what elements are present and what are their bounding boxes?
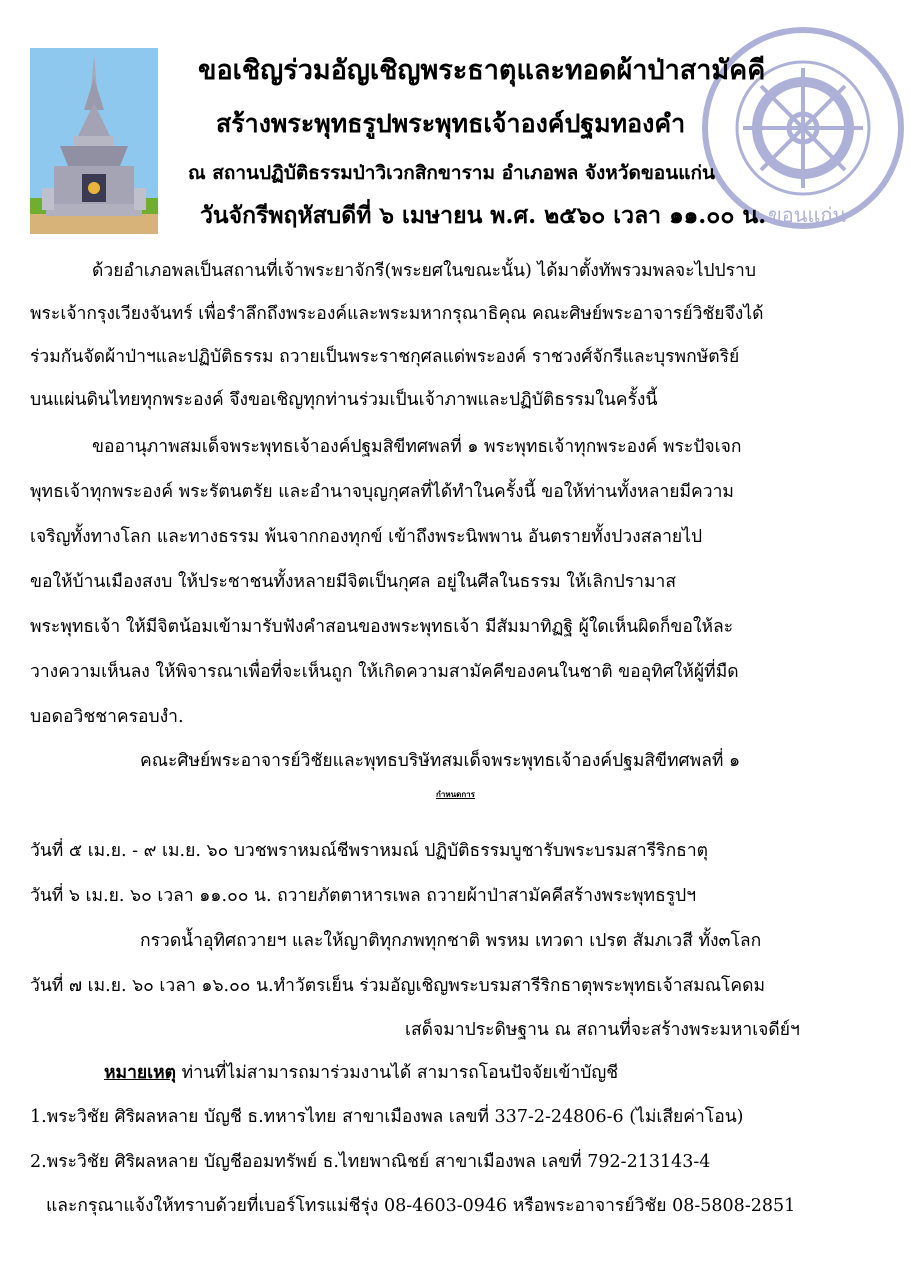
schedule-heading: กำหนดการ bbox=[436, 789, 475, 799]
paragraph2-line: วางความเห็นลง ให้พิจารณาเพื่อที่จะเห็นถูก ให้เกิดความสามัคคีของคนในชาติ ขออุทิศให้ผู้ที่มืด bbox=[30, 662, 739, 682]
title-line-4: วันจักรีพฤหัสบดีที่ ๖ เมษายน พ.ศ. ๒๕๖๐ เวลา ๑๑.๐๐ น. bbox=[200, 202, 767, 229]
contact-line: และกรุณาแจ้งให้ทราบด้วยที่เบอร์โทรแม่ชีรุ่ง 08-4603-0946 หรือพระอาจารย์วิชัย 08-5808-2851 bbox=[46, 1196, 796, 1216]
schedule-line: วันที่ ๗ เม.ย. ๖๐ เวลา ๑๖.๐๐ น.ทำวัตรเย็น ร่วมอัญเชิญพระบรมสารีริกธาตุพระพุทธเจ้าสมณโคดม bbox=[30, 976, 765, 996]
paragraph2-line: พระพุทธเจ้า ให้มีจิตน้อมเข้ามารับฟังคำสอนของพระพุทธเจ้า มีสัมมาทิฏฐิ ผู้ใดเห็นผิดก็ขอให้ละ bbox=[30, 617, 734, 637]
signature: คณะศิษย์พระอาจารย์วิชัยและพุทธบริษัทสมเด็จพระพุทธเจ้าองค์ปฐมสิขีทศพลที่ ๑ bbox=[140, 751, 741, 771]
note-label: หมายเหตุ bbox=[104, 1063, 177, 1083]
paragraph1-line: ร่วมกันจัดผ้าป่าฯและปฏิบัติธรรม ถวายเป็นพระราชกุศลแด่พระองค์ ราชวงศ์จักรีและบุรพกษัตริย์ bbox=[30, 347, 740, 367]
paragraph2-line: ขอให้บ้านเมืองสงบ ให้ประชาชนทั้งหลายมีจิตเป็นกุศล อยู่ในศีลในธรรม ให้เลิกปรามาส bbox=[30, 572, 677, 592]
title-line-1: ขอเชิญร่วมอัญเชิญพระธาตุและทอดผ้าป่าสามัคคี bbox=[198, 55, 766, 86]
title-line-2: สร้างพระพุทธรูปพระพุทธเจ้าองค์ปฐมทองคำ bbox=[216, 109, 686, 138]
note-text: ท่านที่ไม่สามารถมาร่วมงานได้ สามารถโอนปัจจัยเข้าบัญชี bbox=[176, 1063, 619, 1083]
title-line-3: ณ สถานปฏิบัติธรรมป่าวิเวกสิกขาราม อำเภอพล จังหวัดขอนแก่น bbox=[188, 162, 715, 184]
paragraph2-line: ขออานุภาพสมเด็จพระพุทธเจ้าองค์ปฐมสิขีทศพลที่ ๑ พระพุทธเจ้าทุกพระองค์ พระปัจเจก bbox=[92, 437, 742, 457]
paragraph1-line: ด้วยอำเภอพลเป็นสถานที่เจ้าพระยาจักรี(พระยศในขณะนั้น) ได้มาตั้งทัพรวมพลจะไปปราบ bbox=[92, 261, 756, 281]
schedule-line: เสด็จมาประดิษฐาน ณ สถานที่จะสร้างพระมหาเจดีย์ฯ bbox=[405, 1020, 800, 1040]
stupa-image bbox=[30, 48, 158, 234]
svg-text:จ.ขอนแก่น: จ.ขอนแก่น bbox=[750, 203, 847, 227]
paragraph1-line: พระเจ้ากรุงเวียงจันทร์ เพื่อรำลึกถึงพระองค์และพระมหากรุณาธิคุณ คณะศิษย์พระอาจารย์วิชัยจึงได้ bbox=[30, 304, 764, 324]
schedule-line: วันที่ ๕ เม.ย. - ๙ เม.ย. ๖๐ บวชพราหมณ์ชีพราหมณ์ ปฏิบัติธรรมบูชารับพระบรมสารีริกธาตุ bbox=[30, 841, 709, 861]
note-line bbox=[104, 1058, 618, 1086]
paragraph1-line: บนแผ่นดินไทยทุกพระองค์ จึงขอเชิญทุกท่านร่วมเป็นเจ้าภาพและปฏิบัติธรรมในครั้งนี้ bbox=[30, 390, 658, 410]
schedule-line: วันที่ ๖ เม.ย. ๖๐ เวลา ๑๑.๐๐ น. ถวายภัตตาหารเพล ถวายผ้าป่าสามัคคีสร้างพระพุทธรูปฯ bbox=[30, 886, 697, 906]
account-line: 2.พระวิชัย ศิริผลหลาย บัญชีออมทรัพย์ ธ.ไทยพาณิชย์ สาขาเมืองพล เลขที่ 792-213143-4 bbox=[30, 1152, 711, 1172]
paragraph2-line: พุทธเจ้าทุกพระองค์ พระรัตนตรัย และอำนาจบุญกุศลที่ได้ทำในครั้งนี้ ขอให้ท่านทั้งหลายมีความ bbox=[30, 482, 734, 502]
account-line: 1.พระวิชัย ศิริผลหลาย บัญชี ธ.ทหารไทย สาขาเมืองพล เลขที่ 337-2-24806-6 (ไม่เสียค่าโอน) bbox=[30, 1107, 744, 1127]
paragraph2-line: บอดอวิชชาครอบงำ. bbox=[30, 707, 184, 727]
paragraph2-line: เจริญทั้งทางโลก และทางธรรม พ้นจากกองทุกข์ เข้าถึงพระนิพพาน อันตรายทั้งปวงสลายไป bbox=[30, 527, 703, 547]
schedule-line: กรวดน้ำอุทิศถวายฯ และให้ญาติทุกภพทุกชาติ พรหม เทวดา เปรต สัมภเวสี ทั้ง๓โลก bbox=[140, 931, 762, 951]
